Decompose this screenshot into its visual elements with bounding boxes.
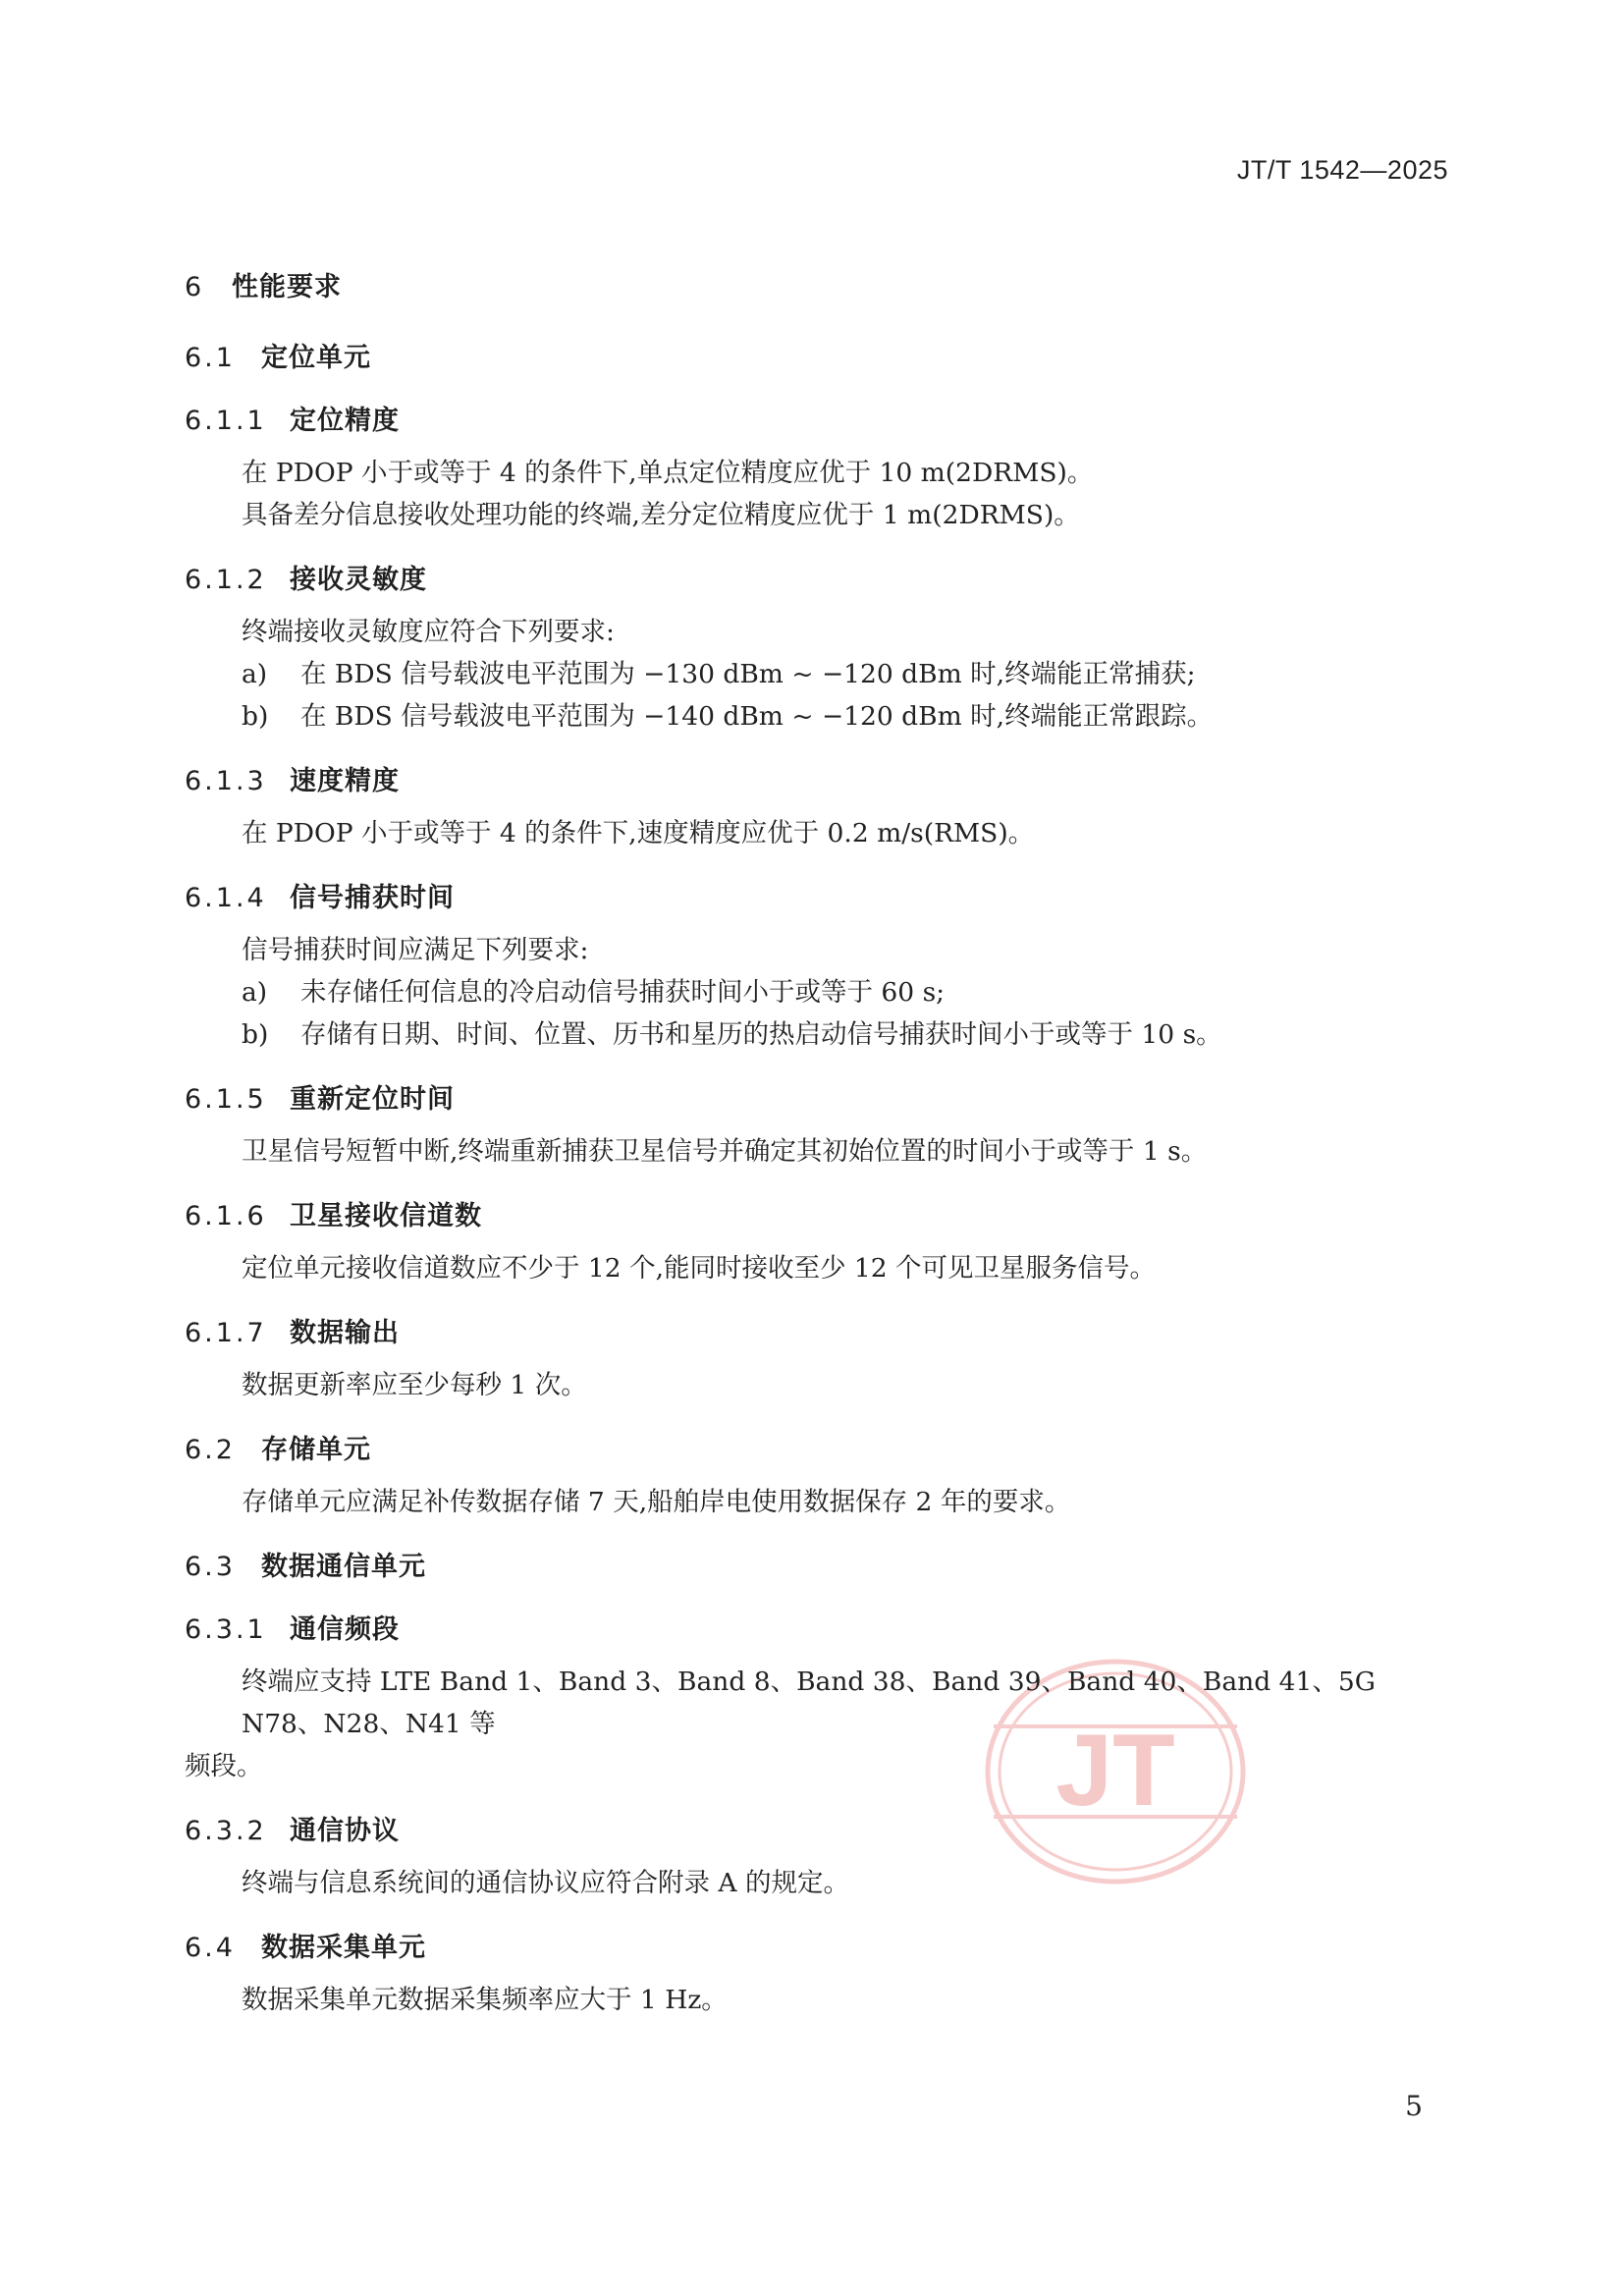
paragraph: 数据采集单元数据采集频率应大于 1 Hz。 (242, 1985, 728, 2015)
paragraph: 在 PDOP 小于或等于 4 的条件下,速度精度应优于 0.2 m/s(RMS)。 (242, 818, 1035, 848)
paragraph: 终端接收灵敏度应符合下列要求: (242, 617, 615, 647)
heading-6-1-4: 6.1.4 信号捕获时间 (185, 883, 455, 913)
list-item: b) 在 BDS 信号载波电平范围为 −140 dBm ~ −120 dBm 时,终端能正常跟踪。 (242, 701, 1214, 732)
heading-6-1: 6.1 定位单元 (185, 343, 371, 373)
paragraph: 存储单元应满足补传数据存储 7 天,船舶岸电使用数据保存 2 年的要求。 (242, 1487, 1071, 1517)
heading-6-1-3: 6.1.3 速度精度 (185, 766, 400, 796)
heading-6: 6 性能要求 (185, 272, 342, 302)
paragraph: 具备差分信息接收处理功能的终端,差分定位精度应优于 1 m(2DRMS)。 (242, 500, 1080, 530)
stamp-text: JT (1055, 1714, 1175, 1828)
list-item: a) 未存储任何信息的冷启动信号捕获时间小于或等于 60 s; (242, 977, 946, 1008)
paragraph-continuation: 频段。 (185, 1751, 263, 1781)
heading-6-1-6: 6.1.6 卫星接收信道数 (185, 1201, 482, 1231)
paragraph: 定位单元接收信道数应不少于 12 个,能同时接收至少 12 个可见卫星服务信号。 (242, 1253, 1157, 1284)
list-item: a) 在 BDS 信号载波电平范围为 −130 dBm ~ −120 dBm 时,终端能正常捕获; (242, 659, 1196, 689)
heading-6-1-5: 6.1.5 重新定位时间 (185, 1084, 455, 1115)
standard-code: JT/T 1542—2025 (1236, 155, 1448, 185)
document-body (185, 265, 1451, 2021)
heading-6-1-2: 6.1.2 接收灵敏度 (185, 565, 427, 595)
paragraph: 终端应支持 LTE Band 1、Band 3、Band 8、Band 38、Band 39、Band 40、Band 41、5G N78、N28、N41 等 (242, 1667, 1376, 1739)
paragraph: 卫星信号短暂中断,终端重新捕获卫星信号并确定其初始位置的时间小于或等于 1 s。 (242, 1136, 1208, 1167)
page-number: 5 (1405, 2090, 1423, 2122)
list-item: b) 存储有日期、时间、位置、历书和星历的热启动信号捕获时间小于或等于 10 s。 (242, 1019, 1222, 1050)
heading-6-3-2: 6.3.2 通信协议 (185, 1816, 400, 1846)
paragraph: 信号捕获时间应满足下列要求: (242, 935, 589, 965)
heading-6-1-1: 6.1.1 定位精度 (185, 406, 400, 436)
paragraph: 在 PDOP 小于或等于 4 的条件下,单点定位精度应优于 10 m(2DRMS)。 (242, 458, 1094, 488)
paragraph: 终端与信息系统间的通信协议应符合附录 A 的规定。 (242, 1868, 849, 1898)
paragraph: 数据更新率应至少每秒 1 次。 (242, 1370, 587, 1400)
heading-6-1-7: 6.1.7 数据输出 (185, 1318, 400, 1348)
heading-6-3: 6.3 数据通信单元 (185, 1552, 426, 1582)
heading-6-4: 6.4 数据采集单元 (185, 1933, 426, 1963)
heading-6-3-1: 6.3.1 通信频段 (185, 1614, 400, 1645)
heading-6-2: 6.2 存储单元 (185, 1435, 371, 1465)
